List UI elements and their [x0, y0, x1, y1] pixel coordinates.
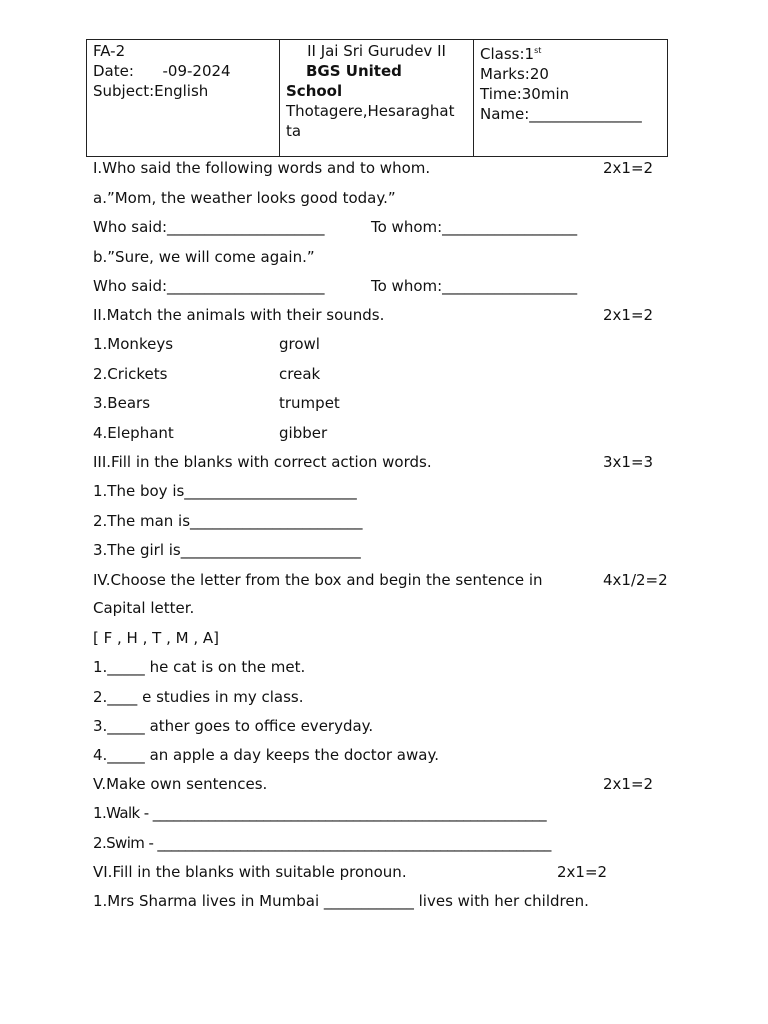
q4-marks: 4x1/2=2 [603, 571, 668, 589]
exam-subject: Subject:English [93, 82, 209, 100]
q3-item: 3.The girl is________________________ [93, 541, 361, 559]
q2-animal: 1.Monkeys [93, 335, 174, 353]
q2-animal: 2.Crickets [93, 365, 168, 383]
q4-item: 2.____ e studies in my class. [93, 688, 304, 706]
class-sup: st [534, 46, 542, 55]
q6-item: 1.Mrs Sharma lives in Mumbai ____________ lives with her children. [93, 892, 589, 910]
q4-item: 3._____ ather goes to office everyday. [93, 717, 374, 735]
q4-item: 4._____ an apple a day keeps the doctor away. [93, 746, 439, 764]
class-info [480, 41, 661, 64]
header-right-cell [474, 40, 667, 156]
q5-item: 2.Swim - _________________________________________________________ [93, 834, 551, 852]
q2-sound: creak [279, 365, 321, 383]
q3-item: 2.The man is_______________________ [93, 512, 363, 530]
q2-animal: 3.Bears [93, 394, 151, 412]
q1-quote-a: a.”Mom, the weather looks good today.” [93, 189, 396, 207]
q2-sound: gibber [279, 424, 328, 442]
q2-title: II.Match the animals with their sounds. [93, 306, 385, 324]
q5-item: 1.Walk - _________________________________________________________ [93, 804, 547, 822]
q6-title: VI.Fill in the blanks with suitable pronoun. [93, 863, 407, 881]
date-label: Date: [93, 62, 134, 80]
school-motto: II Jai Sri Gurudev II [307, 42, 446, 60]
q3-title: III.Fill in the blanks with correct action words. [93, 453, 432, 471]
q2-sound: trumpet [279, 394, 340, 412]
exam-date [93, 61, 273, 81]
q1-b-who-said: Who said:_____________________ [93, 277, 325, 295]
school-name: BGS United [306, 62, 402, 80]
q3-item: 1.The boy is_______________________ [93, 482, 357, 500]
exam-code: FA-2 [93, 42, 126, 60]
q2-animal: 4.Elephant [93, 424, 174, 442]
school-address-cont: ta [286, 122, 302, 140]
q1-quote-b: b.”Sure, we will come again.” [93, 248, 315, 266]
school-name-cont: School [286, 82, 343, 100]
q4-letter-box: [ F , H , T , M , A] [93, 629, 219, 647]
school-address: Thotagere,Hesaraghat [286, 102, 455, 120]
header-table [86, 39, 668, 157]
q1-a-who-said: Who said:_____________________ [93, 218, 325, 236]
q4-title-cont: Capital letter. [93, 599, 195, 617]
q1-marks: 2x1=2 [603, 159, 654, 177]
date-value: -09-2024 [162, 62, 231, 80]
q2-sound: growl [279, 335, 320, 353]
total-marks: Marks:20 [480, 65, 549, 83]
q2-marks: 2x1=2 [603, 306, 654, 324]
q5-title: V.Make own sentences. [93, 775, 268, 793]
q4-item: 1._____ he cat is on the met. [93, 658, 306, 676]
q3-marks: 3x1=3 [603, 453, 654, 471]
header-middle-cell [280, 40, 474, 156]
time-allowed: Time:30min [480, 85, 570, 103]
q4-title: IV.Choose the letter from the box and begin the sentence in [93, 571, 543, 589]
name-field: Name:_______________ [480, 105, 642, 123]
q5-marks: 2x1=2 [603, 775, 654, 793]
class-label: Class:1 [480, 45, 535, 63]
q1-title: I.Who said the following words and to whom. [93, 159, 431, 177]
q1-a-to-whom: To whom:__________________ [371, 218, 578, 236]
q6-marks: 2x1=2 [557, 863, 608, 881]
q1-b-to-whom: To whom:__________________ [371, 277, 578, 295]
header-left-cell [87, 40, 280, 156]
